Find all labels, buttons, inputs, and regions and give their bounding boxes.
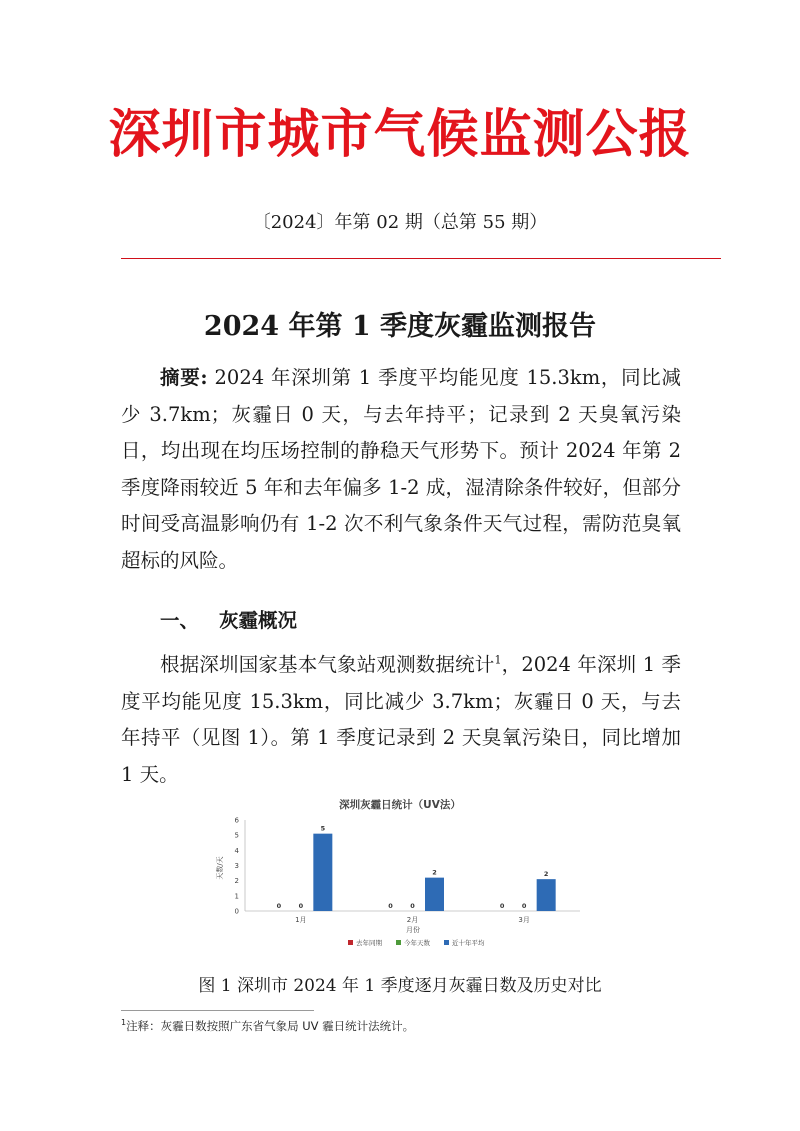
abstract-label: 摘要: bbox=[160, 366, 208, 389]
footnote-mark: 1 bbox=[121, 1018, 127, 1028]
chart-data-label: 0 bbox=[388, 902, 393, 910]
chart-ytick-label: 4 bbox=[234, 846, 239, 855]
chart-xtick-label: 3月 bbox=[518, 916, 530, 924]
haze-chart bbox=[200, 795, 600, 957]
section-heading bbox=[160, 605, 297, 633]
chart-ytick-label: 0 bbox=[234, 907, 239, 916]
chart-legend-label: 近十年平均 bbox=[452, 939, 485, 947]
chart-ytick-label: 5 bbox=[234, 831, 239, 840]
masthead-divider bbox=[121, 258, 721, 259]
chart-legend-label: 今年天数 bbox=[404, 939, 430, 947]
chart-ytick-label: 2 bbox=[234, 877, 239, 886]
footnote-text: 注释：灰霾日数按照广东省气象局 UV 霾日统计法统计。 bbox=[126, 1019, 415, 1033]
chart-data-label: 2 bbox=[543, 870, 549, 879]
masthead-title: 深圳市城市气候监测公报 bbox=[108, 105, 692, 165]
chart-xtick-label: 2月 bbox=[406, 916, 419, 924]
chart-xtick-label: 1月 bbox=[295, 916, 307, 924]
section-heading-text: 灰霾概况 bbox=[219, 609, 298, 632]
chart-legend-swatch bbox=[444, 940, 449, 945]
chart-ytick-label: 1 bbox=[234, 892, 239, 901]
chart-legend-swatch bbox=[396, 940, 401, 945]
chart-legend-label: 去年同期 bbox=[356, 939, 382, 947]
haze-chart-svg bbox=[200, 795, 600, 957]
footnote-ref[interactable]: 1 bbox=[494, 653, 502, 667]
chart-legend-swatch bbox=[348, 940, 353, 945]
abstract-paragraph bbox=[121, 360, 681, 580]
chart-bar bbox=[425, 878, 444, 911]
chart-data-label: 0 bbox=[298, 902, 304, 910]
chart-data-label: 0 bbox=[276, 902, 282, 910]
chart-title: 深圳灰霾日统计（UV法） bbox=[339, 799, 461, 811]
abstract-text: 2024 年深圳第 1 季度平均能见度 15.3km，同比减少 3.7km；灰霾日 0 天，与去年持平；记录到 2 天臭氧污染日，均出现在均压场控制的静稳天气形势下。预计 2024 年第 2 季度降雨较近 5 年和去年偏多 1-2 成，湿清除条件较好，但部分时间受高温影响仍有 1-2 次不利气象条件天气过程，需防范臭氧超标的风险。 bbox=[121, 366, 682, 572]
section-paragraph-text-1: 根据深圳国家基本气象站观测数据统计 bbox=[160, 653, 495, 676]
chart-ytick-label: 3 bbox=[234, 862, 239, 870]
section-number: 一、 bbox=[160, 609, 200, 632]
footnote-rule bbox=[121, 1010, 314, 1011]
chart-ytick-label: 6 bbox=[234, 816, 239, 825]
footnote bbox=[121, 1018, 414, 1034]
section-paragraph-text-2: ，2024 年深圳 1 季度平均能见度 15.3km，同比减少 3.7km；灰霾日 0 天，与去年持平（见图 1）。第 1 季度记录到 2 天臭氧污染日，同比增加 1 天。 bbox=[121, 653, 681, 786]
chart-data-label: 0 bbox=[499, 902, 505, 910]
section-paragraph bbox=[121, 647, 681, 793]
chart-data-label: 2 bbox=[432, 868, 437, 877]
chart-xlabel: 月份 bbox=[406, 926, 420, 934]
chart-ylabel: 天数/天 bbox=[216, 856, 224, 880]
chart-bar bbox=[313, 834, 332, 911]
chart-data-label: 0 bbox=[410, 902, 415, 910]
report-title: 2024 年第 1 季度灰霾监测报告 bbox=[203, 311, 597, 342]
issue-number: 〔2024〕年第 02 期（总第 55 期） bbox=[252, 212, 548, 233]
figure-caption: 图 1 深圳市 2024 年 1 季度逐月灰霾日数及历史对比 bbox=[198, 976, 602, 996]
chart-data-label: 5 bbox=[320, 824, 326, 833]
chart-bar bbox=[537, 879, 556, 911]
chart-data-label: 0 bbox=[521, 902, 527, 910]
